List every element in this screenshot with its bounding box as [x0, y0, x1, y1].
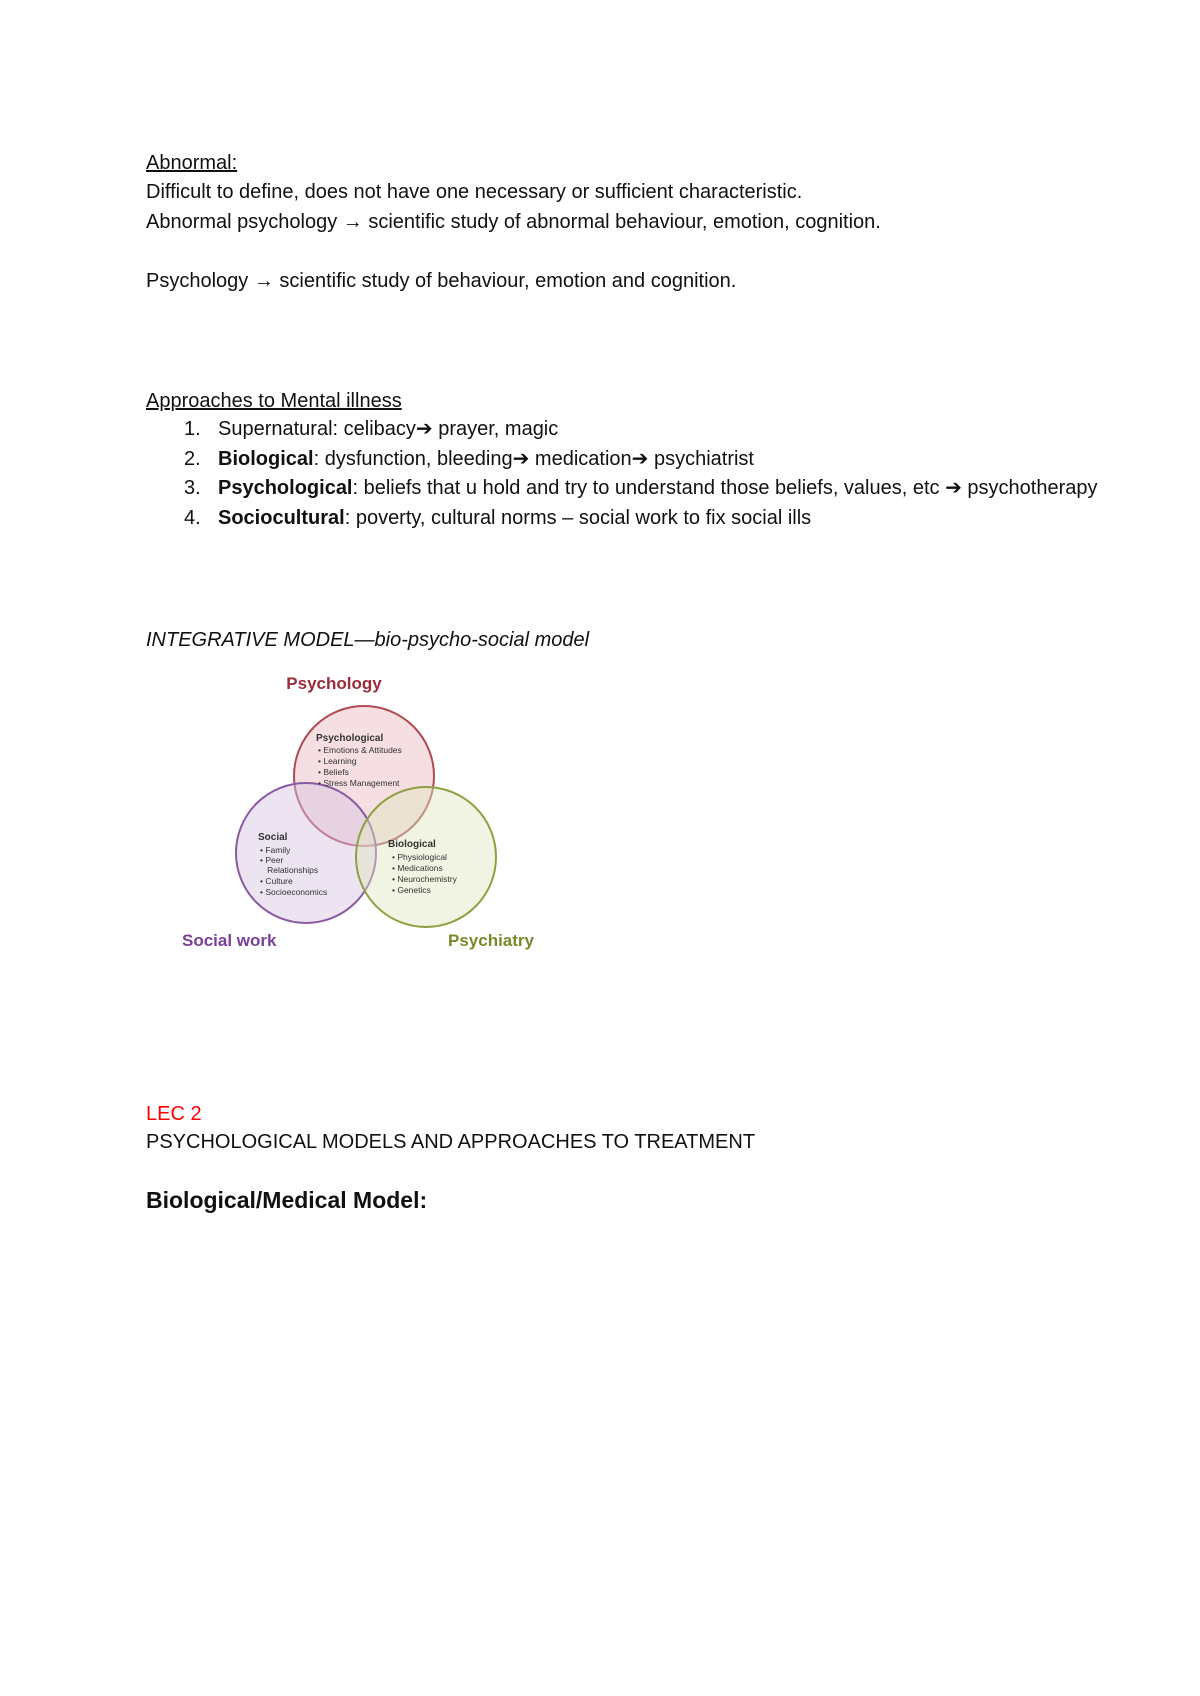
abnormal-psychology-definition: Abnormal psychology → scientific study of abnormal behaviour, emotion, cognition. [146, 211, 881, 233]
list-item-text: : beliefs that u hold and try to understand those beliefs, values, etc ➔ psychotherapy [352, 477, 1098, 499]
approaches-heading: Approaches to Mental illness [146, 390, 402, 412]
list-item [146, 474, 1097, 504]
section-subheading: Biological/Medical Model: [146, 1187, 428, 1213]
social-item: • Family [260, 845, 291, 855]
approaches-list [146, 415, 1097, 533]
psychology-label: Psychology [286, 674, 382, 693]
integrative-model-title: INTEGRATIVE MODEL—bio-psycho-social model [146, 629, 590, 651]
list-item-text: Supernatural: celibacy➔ prayer, magic [218, 418, 559, 440]
psychological-circle-title: Psychological [316, 733, 384, 744]
psychological-item: • Emotions & Attitudes [318, 745, 402, 755]
social-item: Relationships [260, 865, 319, 875]
social-circle-title: Social [258, 832, 288, 843]
abnormal-definition: Difficult to define, does not have one necessary or sufficient characteristic. [146, 181, 803, 203]
psychology-definition: Psychology → scientific study of behaviour, emotion and cognition. [146, 270, 737, 292]
abnormal-heading: Abnormal: [146, 152, 238, 174]
lecture-number: LEC 2 [146, 1103, 202, 1125]
psychological-item: • Beliefs [318, 767, 349, 777]
list-item-term: Psychological [218, 477, 353, 499]
psychiatry-label: Psychiatry [448, 931, 534, 950]
list-item-term: Biological [218, 447, 314, 470]
list-number: 3. [184, 477, 201, 499]
social-circle [236, 783, 376, 923]
venn-diagram [170, 660, 550, 960]
biological-item: • Genetics [392, 885, 431, 895]
psychological-item: • Stress Management [318, 778, 400, 788]
list-item-term: Sociocultural [218, 506, 345, 529]
lecture-title: PSYCHOLOGICAL MODELS AND APPROACHES TO TREATMENT [146, 1131, 756, 1153]
biological-circle-title: Biological [388, 839, 436, 850]
biological-item: • Neurochemistry [392, 874, 457, 884]
biological-item: • Medications [392, 863, 443, 873]
social-item: • Peer [260, 855, 284, 865]
list-item-text: : poverty, cultural norms – social work to fix social ills [344, 506, 812, 529]
list-item [146, 415, 1097, 445]
list-number: 1. [184, 418, 201, 440]
social-item: • Socioeconomics [260, 887, 328, 897]
biological-item: • Physiological [392, 852, 447, 862]
list-item [146, 504, 1097, 534]
list-number: 2. [184, 447, 201, 470]
social-item: • Culture [260, 876, 293, 886]
social-work-label: Social work [182, 931, 277, 950]
list-item-text: : dysfunction, bleeding➔ medication➔ psychiatrist [313, 447, 754, 470]
list-item [146, 445, 1097, 475]
psychological-item: • Learning [318, 756, 357, 766]
list-number: 4. [184, 506, 201, 529]
